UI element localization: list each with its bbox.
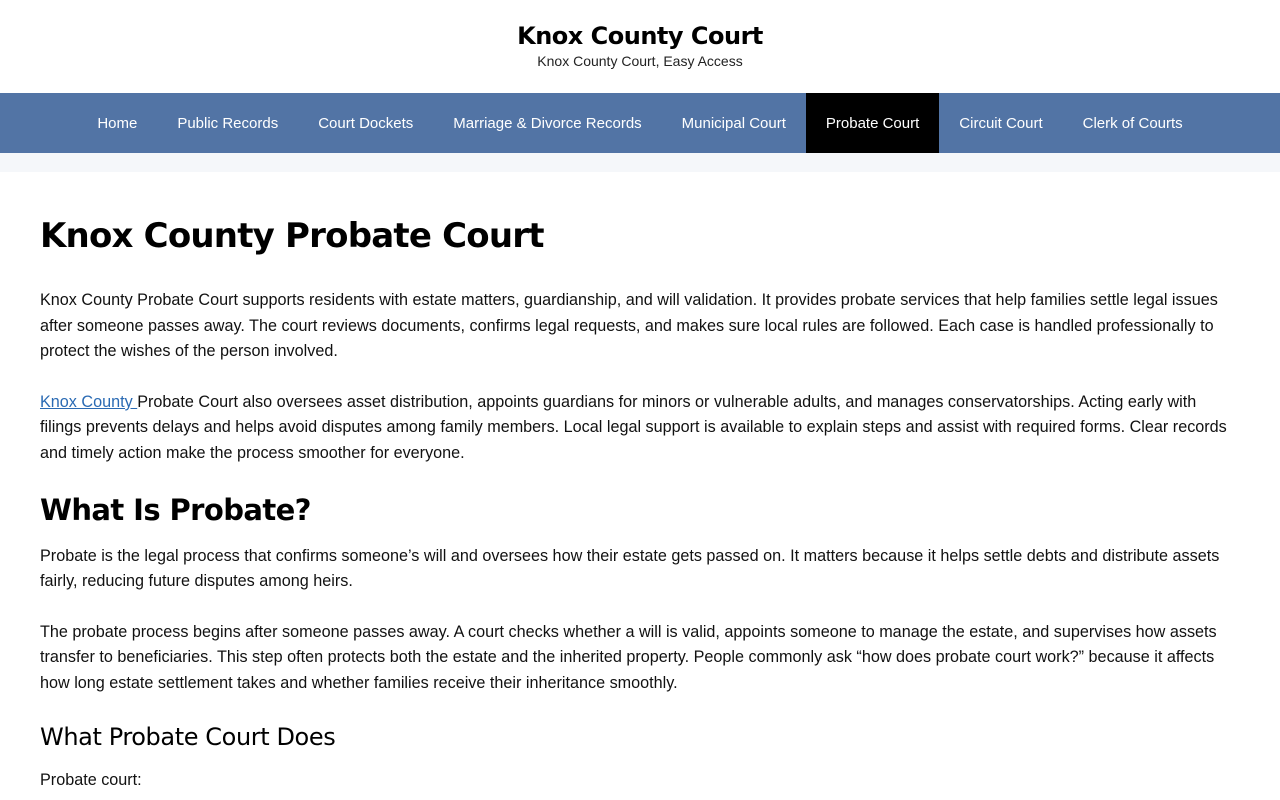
nav-item-public-records[interactable]: Public Records <box>177 114 279 132</box>
probate-court-lead: Probate court: <box>40 770 142 789</box>
nav-item-municipal-court[interactable]: Municipal Court <box>681 114 786 132</box>
nav-item-clerk-of-courts[interactable]: Clerk of Courts <box>1082 114 1183 132</box>
oversight-paragraph-text: Probate Court also oversees asset distribution, appoints guardians for minors or vulnerable adults, and manages conservatorships. Acting early with filings prevents delays and helps avoid disputes among family members. Local legal support is available to explain steps and assist with required forms. Clear records and timely action make the process smoother for everyone. <box>40 392 1227 462</box>
site-tagline: Knox County Court, Easy Access <box>537 53 743 69</box>
main-nav <box>0 93 1280 153</box>
knox-county-link[interactable]: Knox County <box>40 392 138 411</box>
site-header <box>0 0 1280 93</box>
page-title: Knox County Probate Court <box>40 216 544 256</box>
what-is-probate-heading: What Is Probate? <box>40 492 311 527</box>
nav-item-circuit-court[interactable]: Circuit Court <box>959 114 1043 132</box>
nav-item-court-dockets[interactable]: Court Dockets <box>318 114 414 132</box>
what-probate-court-does-heading: What Probate Court Does <box>40 722 336 751</box>
probate-definition-paragraph: Probate is the legal process that confirms someone’s will and oversees how their estate gets passed on. It matters because it helps settle debts and distribute assets fairly, reducing future disputes among heirs. <box>40 546 1220 591</box>
nav-item-probate-court[interactable]: Probate Court <box>806 93 939 153</box>
site-title[interactable]: Knox County Court <box>517 22 763 50</box>
intro-paragraph: Knox County Probate Court supports residents with estate matters, guardianship, and will validation. It provides probate services that help families settle legal issues after someone passes away. The court reviews documents, confirms legal requests, and makes sure local rules are followed. Each case is handled professionally to protect the wishes of the person involved. <box>40 291 1218 361</box>
oversight-paragraph <box>40 390 1240 467</box>
nav-item-home[interactable]: Home <box>97 114 138 132</box>
nav-spacer-strip <box>0 153 1280 172</box>
nav-item-marriage-divorce-records[interactable]: Marriage & Divorce Records <box>453 114 642 132</box>
main-content <box>0 216 1280 793</box>
probate-process-paragraph: The probate process begins after someone passes away. A court checks whether a will is valid, appoints someone to manage the estate, and supervises how assets transfer to beneficiaries. This step often protects both the estate and the inherited property. People commonly ask “how does probate court work?” because it affects how long estate settlement takes and whether families receive their inheritance smoothly. <box>40 622 1217 692</box>
